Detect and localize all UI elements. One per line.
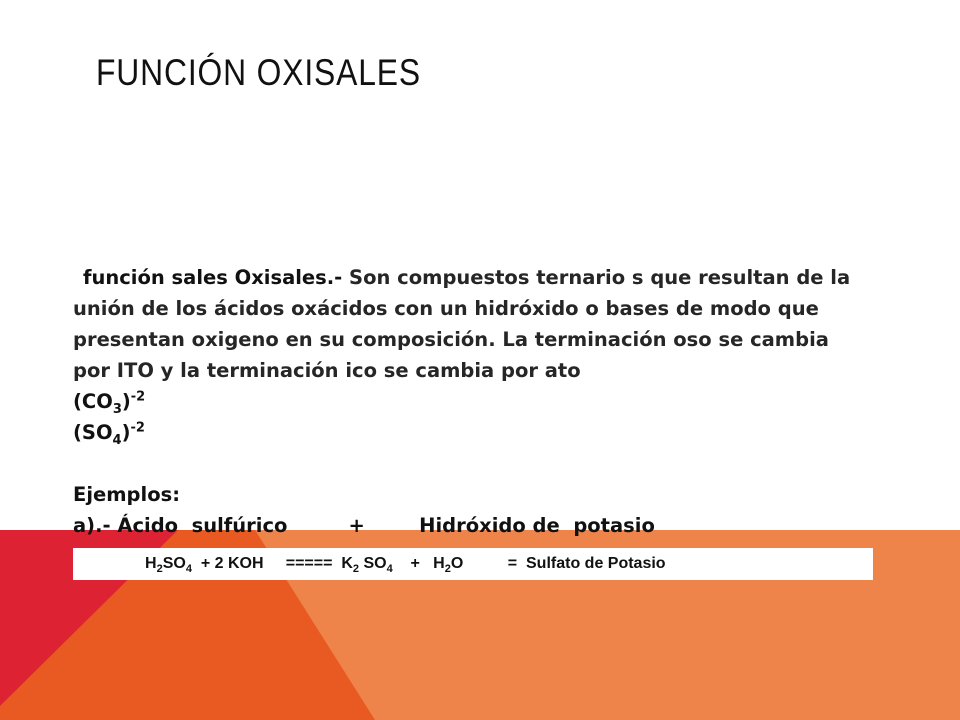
ion-subscript: 3 (112, 401, 122, 417)
definition-paragraph (73, 262, 863, 386)
reaction-part: + H (392, 555, 445, 572)
ion-paren: ) (121, 421, 131, 444)
reaction-subscript: 2 (352, 563, 360, 576)
spacer (73, 448, 863, 479)
reaction-subscript: 4 (185, 563, 192, 576)
reaction-subscript: 2 (156, 563, 163, 576)
body-text (73, 262, 863, 541)
reaction-part: H (145, 555, 157, 572)
reaction-result: = Sulfato de Potasio (463, 555, 666, 572)
ion-paren: ) (121, 390, 131, 413)
ion-subscript: 4 (112, 432, 122, 448)
definition-text: Son compuestos ternario s que resultan de la unión de los ácidos oxácidos con un hidróxido o bases de modo que presentan oxigeno en su composición. La terminación oso se cambia por ITO y la terminación ico se cambia por ato (73, 266, 851, 382)
definition-lead: función sales Oxisales.- (83, 266, 343, 289)
slide-title: FUNCIÓN OXISALES (96, 52, 421, 93)
ion-symbol: (SO (73, 421, 113, 444)
reaction-part: SO (359, 555, 387, 572)
reaction-box (73, 548, 873, 580)
reaction-part: SO (162, 555, 186, 572)
reaction-subscript: 2 (444, 563, 451, 576)
reaction-subscript: 4 (386, 563, 393, 576)
ion-symbol: (CO (73, 390, 113, 413)
reaction-part: O (450, 555, 464, 572)
sulfate-ion (73, 417, 863, 448)
carbonate-ion (73, 386, 863, 417)
examples-label: Ejemplos: (73, 483, 180, 506)
ion-charge: -2 (130, 420, 145, 436)
example-a: a).- Ácido sulfúrico + Hidróxido de potasio (73, 514, 655, 537)
reaction-part: + 2 KOH ===== K (191, 555, 353, 572)
reaction-equation (145, 554, 666, 574)
ion-charge: -2 (130, 389, 146, 405)
